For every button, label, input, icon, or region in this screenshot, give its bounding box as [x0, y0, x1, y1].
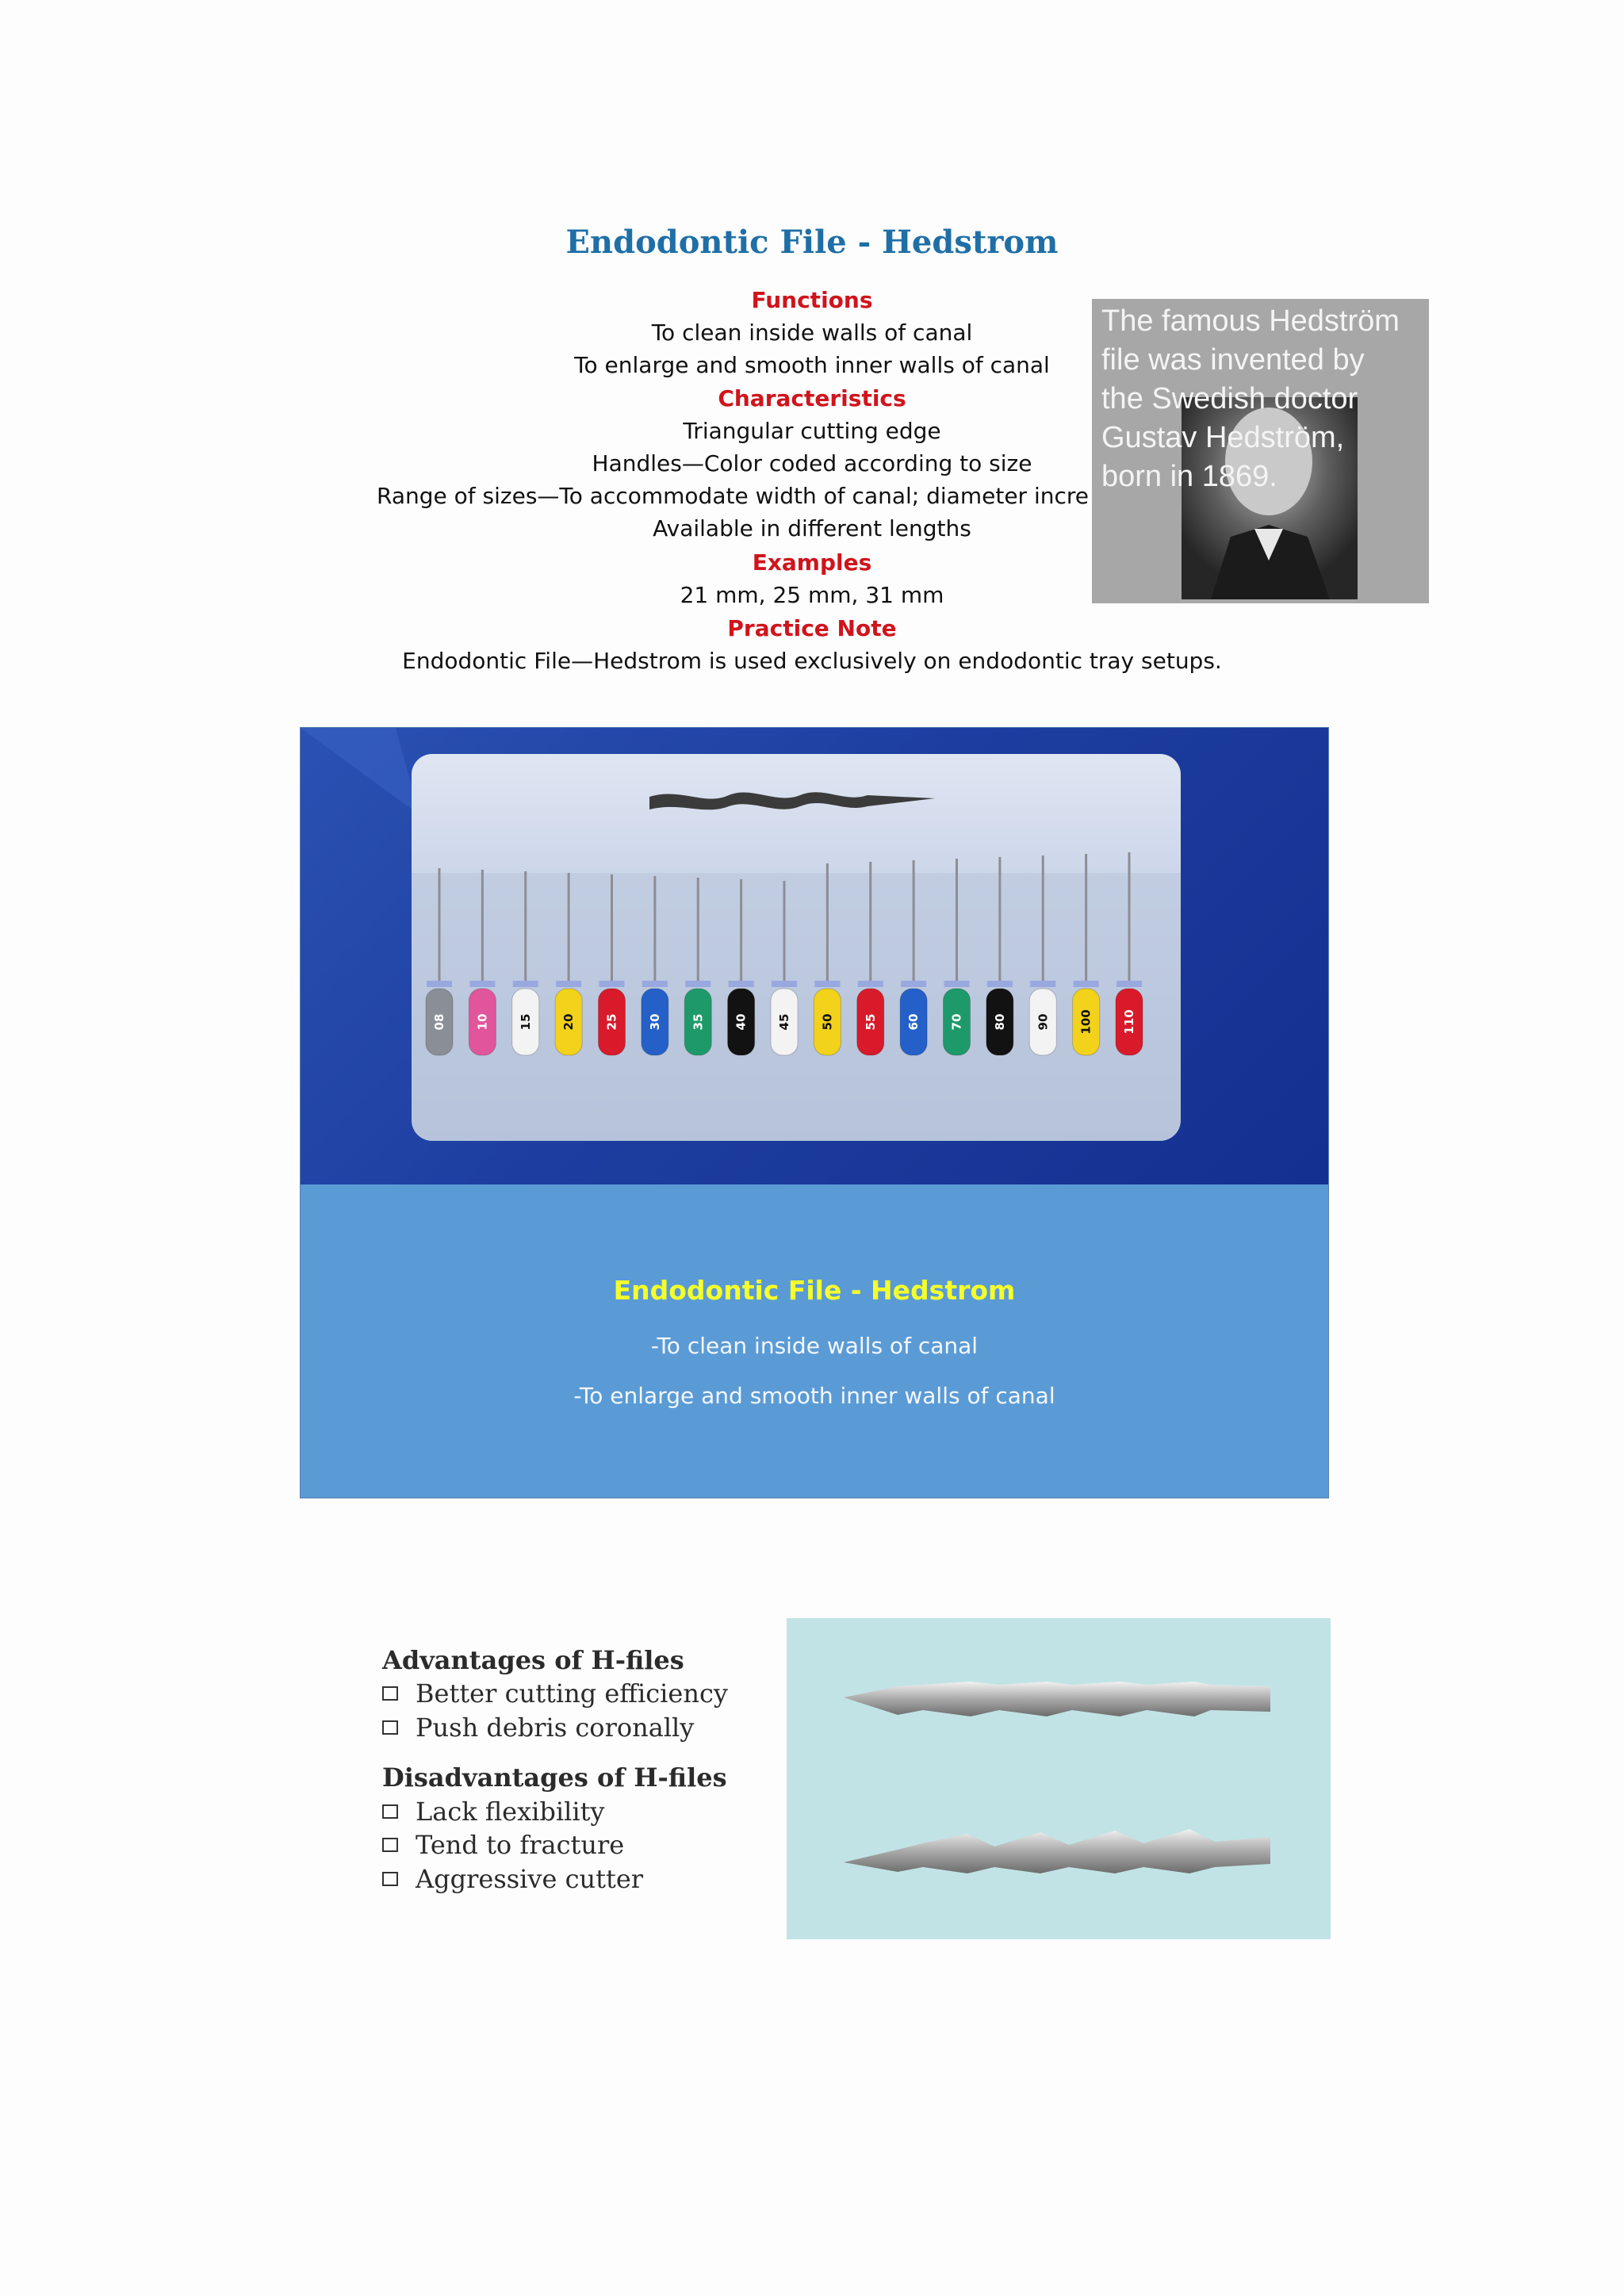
file-size-label: 15 — [518, 1013, 533, 1031]
disadvantage-item — [382, 1864, 643, 1894]
slide-line: -To enlarge and smooth inner walls of canal — [573, 1383, 1055, 1409]
rubber-stop — [772, 981, 797, 987]
file-size-label: 80 — [992, 1013, 1007, 1031]
rubber-stop — [556, 981, 581, 987]
disadvantage-label: Lack flexibility — [416, 1797, 605, 1827]
checkbox-bullet-icon — [382, 1804, 398, 1819]
file-size-label: 40 — [733, 1013, 749, 1031]
advantage-item — [382, 1712, 694, 1743]
file-size-label: 55 — [863, 1013, 878, 1031]
slide-line: -To clean inside walls of canal — [650, 1333, 979, 1359]
portrait-card — [1092, 299, 1429, 603]
h-file-rotated-view-icon — [844, 1829, 1270, 1873]
rubber-stop — [858, 981, 883, 987]
disadvantage-item — [382, 1797, 605, 1827]
portrait-caption-line: the Swedish doctor — [1101, 382, 1358, 415]
checkbox-bullet-icon — [382, 1838, 398, 1852]
rubber-stop — [729, 981, 754, 987]
rubber-stop — [944, 981, 970, 987]
portrait-caption-line: The famous Hedström — [1101, 304, 1400, 338]
file-size-label: 45 — [777, 1013, 791, 1031]
rubber-stop — [1074, 981, 1099, 987]
file-size-label: 30 — [647, 1013, 662, 1031]
h-file-illustration-panel — [787, 1618, 1331, 1939]
functions-heading: Functions — [751, 287, 873, 313]
file-size-label: 25 — [604, 1013, 619, 1031]
advantage-item — [382, 1678, 728, 1709]
file-size-label: 70 — [949, 1013, 964, 1031]
file-size-label: 35 — [691, 1013, 706, 1031]
rubber-stop — [1030, 981, 1055, 987]
slide-photo-area — [301, 728, 1328, 1184]
disadvantage-label: Tend to fracture — [416, 1830, 625, 1860]
file-size-label: 10 — [475, 1013, 490, 1031]
h-file-illustration — [787, 1618, 1331, 1939]
characteristics-heading: Characteristics — [718, 385, 906, 411]
characteristic-item: Range of sizes—To accommodate width of canal; diameter incre — [377, 483, 1089, 509]
hedstrom-file-set-image — [412, 754, 1181, 1141]
file-size-label: 50 — [820, 1013, 835, 1031]
checkbox-bullet-icon — [382, 1686, 398, 1701]
file-size-label: 08 — [432, 1013, 446, 1031]
portrait-caption-line: born in 1869. — [1101, 460, 1277, 493]
rubber-stop — [814, 981, 840, 987]
practice-heading: Practice Note — [727, 615, 897, 641]
characteristic-item: Available in different lengths — [653, 515, 971, 541]
page-title: Endodontic File - Hedstrom — [565, 224, 1059, 261]
characteristic-item: Triangular cutting edge — [683, 418, 941, 444]
file-tip-closeup-icon — [649, 792, 935, 809]
characteristic-item: Handles—Color coded according to size — [592, 450, 1032, 476]
rubber-stop — [987, 981, 1013, 987]
file-size-label: 20 — [561, 1013, 576, 1031]
disadvantages-heading: Disadvantages of H-files — [382, 1762, 727, 1793]
rubber-stop — [427, 981, 452, 987]
advantage-label: Push debris coronally — [416, 1712, 695, 1743]
portrait-caption-line: Gustav Hedström, — [1101, 421, 1345, 454]
practice-text: Endodontic File—Hedstrom is used exclusively on endodontic tray setups. — [402, 648, 1222, 674]
h-file-side-view-icon — [844, 1682, 1270, 1716]
rubber-stop — [469, 981, 495, 987]
function-item: To enlarge and smooth inner walls of canal — [574, 352, 1050, 378]
file-size-label: 110 — [1122, 1009, 1136, 1035]
advantage-label: Better cutting efficiency — [416, 1678, 728, 1709]
file-size-label: 60 — [906, 1013, 921, 1031]
examples-text: 21 mm, 25 mm, 31 mm — [680, 582, 944, 608]
rubber-stop — [513, 981, 538, 987]
disadvantage-label: Aggressive cutter — [416, 1864, 644, 1894]
rubber-stop — [642, 981, 668, 987]
advantages-heading: Advantages of H-files — [382, 1645, 684, 1675]
disadvantage-item — [382, 1830, 624, 1860]
checkbox-bullet-icon — [382, 1720, 398, 1735]
hedstrom-slide — [300, 727, 1329, 1498]
rubber-stop — [685, 981, 710, 987]
file-photo-panel — [412, 754, 1181, 1141]
examples-heading: Examples — [752, 549, 872, 576]
rubber-stop — [1116, 981, 1142, 987]
rubber-stop — [599, 981, 625, 987]
portrait-caption-line: file was invented by — [1101, 343, 1365, 377]
file-size-label: 100 — [1078, 1009, 1094, 1035]
checkbox-bullet-icon — [382, 1872, 398, 1886]
rubber-stop — [901, 981, 926, 987]
file-size-label: 90 — [1036, 1013, 1051, 1031]
function-item: To clean inside walls of canal — [651, 320, 973, 346]
slide-title: Endodontic File - Hedstrom — [613, 1275, 1016, 1306]
